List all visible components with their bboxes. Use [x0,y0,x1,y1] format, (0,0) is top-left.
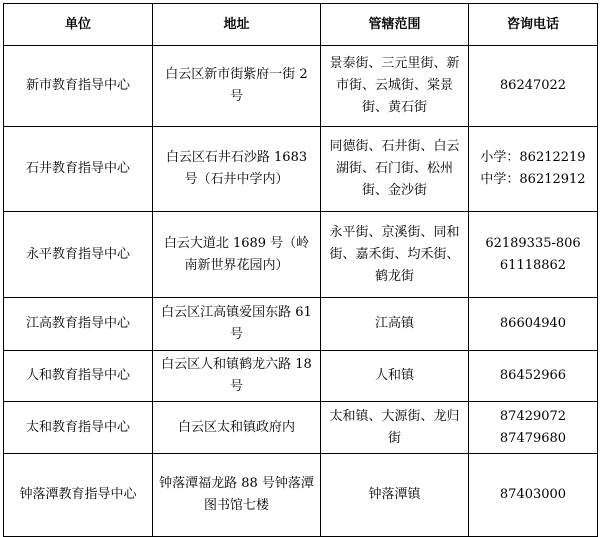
phone-number: 中学：86212912 [480,172,586,187]
cell-address: 白云区人和镇鹤龙六路 18 号 [153,351,321,402]
cell-unit: 新市教育指导中心 [4,46,153,127]
phone-number: 86452966 [499,368,567,383]
cell-phone [469,46,598,127]
cell-phone [469,212,598,298]
table-row [4,46,598,127]
table-row [4,127,598,212]
cell-unit: 太和教育指导中心 [4,402,153,454]
cell-address: 白云区太和镇政府内 [153,402,321,454]
header-unit: 单位 [4,4,153,46]
table-row [4,351,598,402]
cell-area: 太和镇、大源街、龙归街 [321,402,469,454]
cell-address: 白云大道北 1689 号（岭南新世界花园内） [153,212,321,298]
header-area: 管辖范围 [321,4,469,46]
cell-unit: 江高教育指导中心 [4,298,153,351]
table-header-row [4,4,598,46]
cell-address: 白云区江高镇爱国东路 61 号 [153,298,321,351]
cell-phone [469,298,598,351]
cell-unit: 石井教育指导中心 [4,127,153,212]
cell-unit: 人和教育指导中心 [4,351,153,402]
phone-number: 86247022 [499,78,567,93]
phone-number: 62189335-806 [485,235,581,251]
cell-address: 白云区新市街紫府一街 2 号 [153,46,321,127]
cell-address: 钟落潭福龙路 88 号钟落潭图书馆七楼 [153,454,321,537]
contact-table [3,3,598,537]
cell-area: 钟落潭镇 [321,454,469,537]
cell-area: 同德街、石井街、白云湖街、石门街、松州街、金沙街 [321,127,469,212]
phone-number: 87429072 [499,408,567,424]
header-address: 地址 [153,4,321,46]
cell-area: 永平街、京溪街、同和街、嘉禾街、均禾街、鹤龙街 [321,212,469,298]
phone-number: 87479680 [499,430,567,446]
table-row [4,212,598,298]
table-row [4,454,598,537]
cell-area: 人和镇 [321,351,469,402]
table-row [4,298,598,351]
phone-number: 86604940 [499,316,567,331]
cell-address: 白云区石井石沙路 1683 号（石井中学内） [153,127,321,212]
phone-number: 小学：86212219 [480,150,586,165]
cell-unit: 钟落潭教育指导中心 [4,454,153,537]
phone-number: 87403000 [499,487,567,502]
cell-phone [469,454,598,537]
cell-unit: 永平教育指导中心 [4,212,153,298]
cell-area: 江高镇 [321,298,469,351]
header-phone: 咨询电话 [469,4,598,46]
cell-phone [469,351,598,402]
cell-area: 景泰街、三元里街、新市街、云城街、棠景街、黄石街 [321,46,469,127]
phone-number: 61118862 [499,257,567,273]
cell-phone [469,402,598,454]
table-row [4,402,598,454]
cell-phone [469,127,598,212]
